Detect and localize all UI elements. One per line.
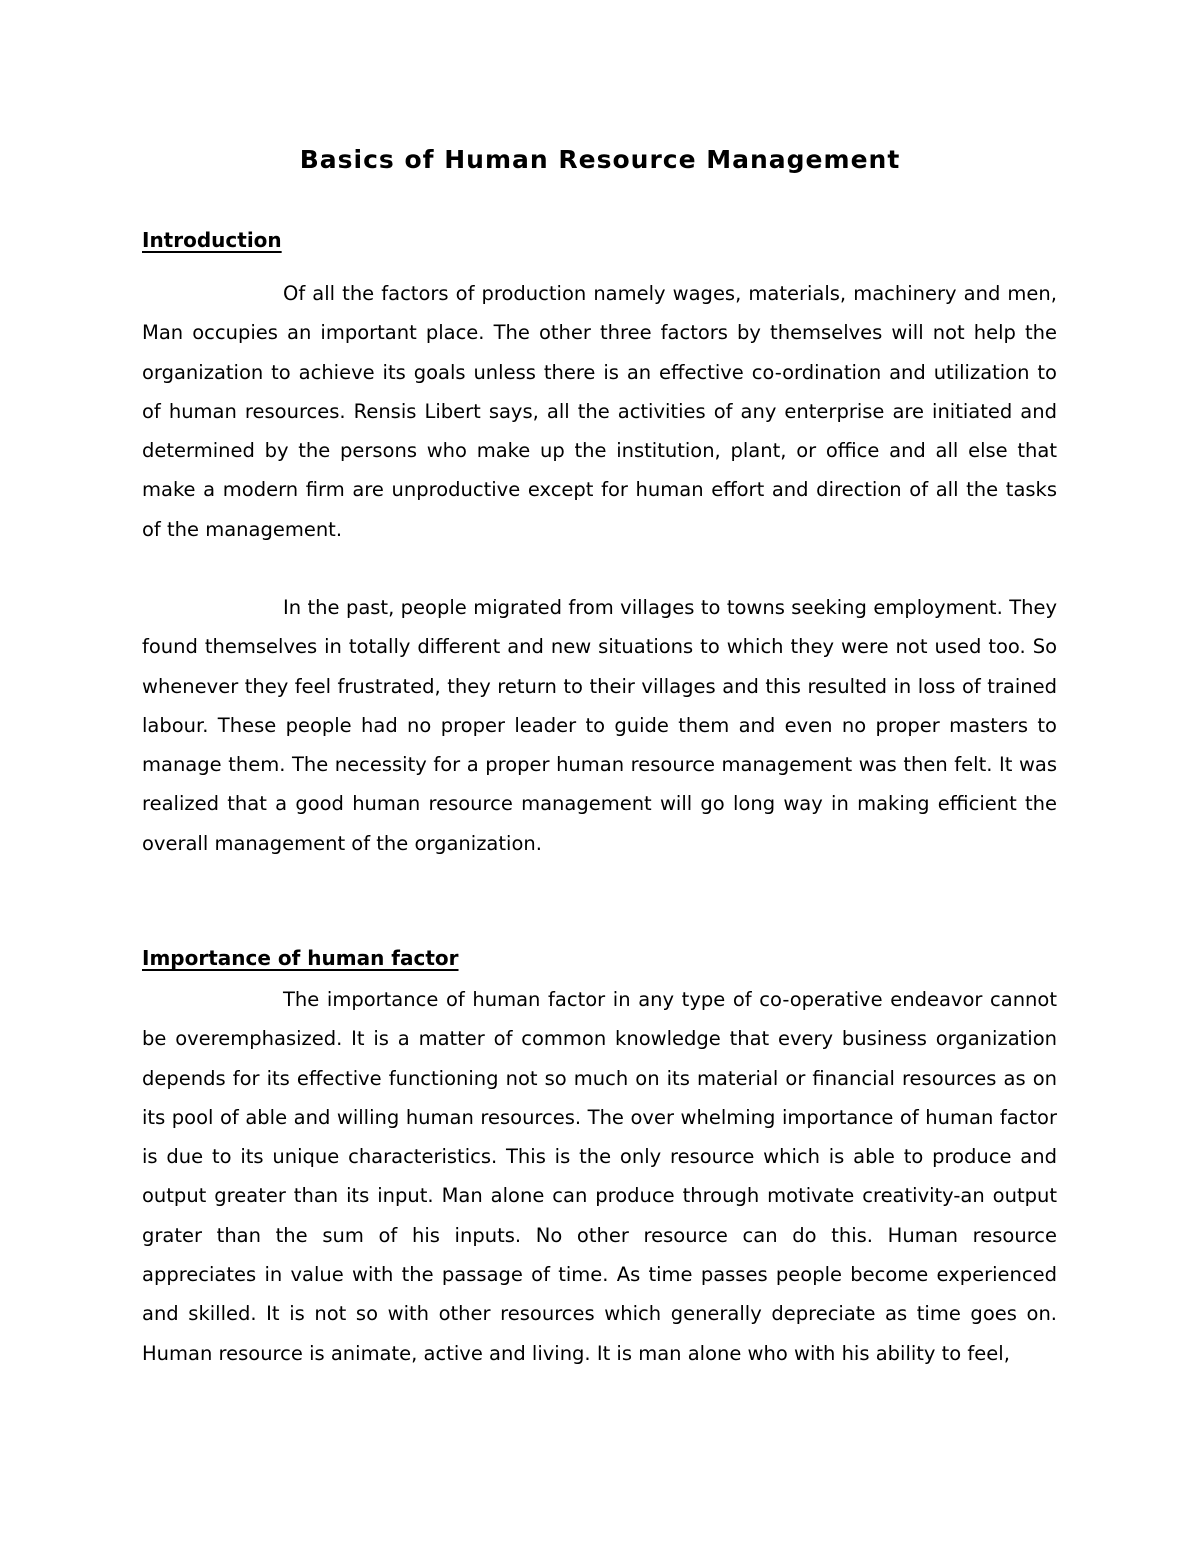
importance-paragraph-1: The importance of human factor in any type of co-operative endeavor cannot be overemphasized. It is a matter of common knowledge that every business organization depends for its effective functioning not so much on its material or financial resources as on its pool of able and willing human resources. The over whelming importance of human factor is due to its unique characteristics. This is the only resource which is able to produce and output greater than its input. Man alone can produce through motivate creativity-an output grater than the sum of his inputs. No other resource can do this. Human resource appreciates in value with the passage of time. As time passes people become experienced and skilled. It is not so with other resources which generally depreciate as time goes on. Human resource is animate, active and living. It is man alone who with his ability to feel, [142,988,1057,1365]
introduction-paragraph-1: Of all the factors of production namely wages, materials, machinery and men, Man occupies an important place. The other three factors by themselves will not help the organization to achieve its goals unless there is an effective co-ordination and utilization to of human resources. Rensis Libert says, all the activities of any enterprise are initiated and determined by the persons who make up the institution, plant, or office and all else that make a modern firm are unproductive except for human effort and direction of all the tasks of the management. [142,282,1057,541]
document-title: Basics of Human Resource Management [299,145,901,174]
introduction-paragraph-2: In the past, people migrated from villages to towns seeking employment. They found themselves in totally different and new situations to which they were not used too. So whenever they feel frustrated, they return to their villages and this resulted in loss of trained labour. These people had no proper leader to guide them and even no proper masters to manage them. The necessity for a proper human resource management was then felt. It was realized that a good human resource management will go long way in making efficient the overall management of the organization. [142,596,1057,855]
section-heading-introduction: Introduction [142,228,282,252]
section-heading-importance-of-human-factor: Importance of human factor [142,946,459,970]
